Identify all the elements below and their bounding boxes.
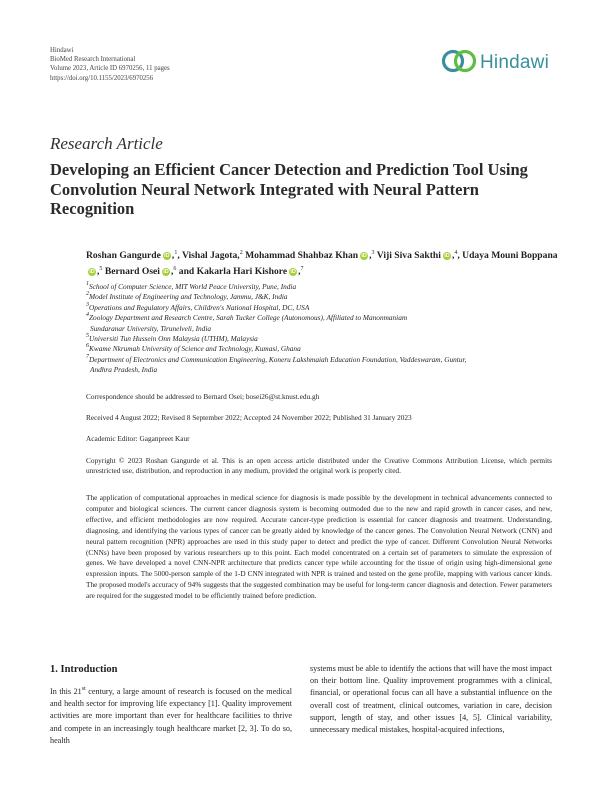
author-comma: , (170, 265, 174, 277)
author-comma: , (369, 250, 372, 261)
journal-volume: Volume 2023, Article ID 6970256, 11 pages (50, 65, 170, 73)
author-comma: , (237, 250, 240, 261)
author-name: Viji Siva Sakthi (376, 250, 441, 261)
affiliation-number: 6 (86, 343, 89, 350)
intro-column-right: systems must be able to identify the actions that will have the most impact on their bottom line. Quality improvement programmes with a clinical, financial, or operational focus can all have a substantial influence on the overall cost of treatment, clinical outcomes, variation in care, decision support, length of stay, and other issues [4, 5]. Clinical variability, unnecessary medical mistakes, hospital-acquired infections, (310, 664, 552, 735)
affiliation-list (86, 282, 560, 376)
author-name: Kakarla Hari Kishore (196, 265, 288, 277)
copyright-notice: Copyright © 2023 Roshan Gangurde et al. This is an open access article distributed under the Creative Commons Attribution License, which permits unrestricted use, distribution, and reproduction in any medium, provided the original work is properly cited. (86, 456, 552, 476)
publication-dates: Received 4 August 2022; Revised 8 September 2022; Accepted 24 November 2022; Published 31 January 2023 (86, 413, 412, 422)
author-affiliation-number: 5 (99, 265, 103, 272)
affiliation-item (86, 282, 560, 292)
hindawi-logo (440, 46, 550, 82)
affiliation-number: 3 (86, 301, 89, 308)
intro-text-post: century, a large amount of research is focused on the medical and health sector for improving life expectancy [1]. Quality improvement activities are more important than ever for healthcare facilities to thrive and compete in an increasingly tough healthcare market [2, 3]. To do so, health (50, 687, 292, 745)
affiliation-number: 7 (86, 353, 89, 360)
affiliation-item (86, 344, 560, 354)
affiliation-item (86, 292, 560, 302)
orcid-icon[interactable]: iD (290, 268, 296, 275)
affiliation-text: Department of Electronics and Communication Engineering, Koneru Lakshmaiah Education Foundation, Vaddeswaram, Guntur, (89, 354, 467, 364)
article-type: Research Article (50, 134, 163, 153)
section-heading-introduction: 1. Introduction (50, 664, 118, 675)
affiliation-item (86, 355, 560, 365)
affiliation-number: 2 (86, 291, 89, 298)
correspondence: Correspondence should be addressed to Bernard Osei; bosei26@st.knust.edu.gh (86, 392, 320, 401)
paper-title: Developing an Efficient Cancer Detection and Prediction Tool Using Convolution Neural Network Integrated with Neural Pattern Recognition (50, 160, 528, 218)
author-name: Roshan Gangurde (86, 250, 161, 261)
intro-text-pre: In this 21 (50, 687, 82, 696)
author-name: Udaya Mouni Boppana (462, 250, 558, 261)
author-separator: and (176, 265, 197, 277)
hindawi-logo-text: Hindawi (480, 52, 549, 73)
orcid-icon[interactable]: iD (163, 268, 169, 275)
affiliation-item (86, 303, 560, 313)
author-affiliation-number: 1 (174, 250, 178, 256)
affiliation-number: 4 (86, 312, 89, 319)
author-affiliation-number: 3 (371, 250, 375, 256)
affiliation-number: 1 (86, 281, 89, 287)
hindawi-rings-icon (440, 46, 480, 78)
affiliation-item (86, 334, 560, 344)
intro-column-left (50, 686, 292, 747)
author-separator: , (177, 250, 182, 261)
author-name: Mohammad Shahbaz Khan (245, 250, 359, 261)
author-affiliation-number: 6 (173, 265, 177, 272)
journal-name: BioMed Research International (50, 56, 136, 64)
affiliation-continuation: Sundaranar University, Tirunelveli, India (90, 323, 212, 333)
author-comma: , (451, 250, 455, 261)
affiliation-item (86, 313, 560, 323)
abstract: The application of computational approaches in medical science for diagnosis is made possible by the development in technical advancements connected to computer and biological sciences. The current cancer diagnosis system is becoming outmoded due to the new and rapid growth in cancer cases, and new, effective, and efficient methodologies are now required. Accurate cancer-type prediction is essential for cancer diagnosis and treatment. Understanding, diagnosing, and identifying the various types of cancer can be greatly aided by knowledge of the cancer genes. The Convolution Neural Network (CNN) and neural pattern recognition (NPR) approaches are used in this study paper to detect and predict the type of cancer. Different Convolution Neural Networks (CNNs) have been proposed by various researchers up to this point. Each model concentrated on a certain set of parameters to simulate the expression of genes. We have developed a novel CNN-NPR architecture that predicts cancer type while accounting for the tissue of origin using high-dimensional gene expression inputs. The 5000-person sample of the 1-D CNN integrated with NPR is trained and tested on the gene profile, mapping with various cancer kinds. The proposed model's accuracy of 94% suggests that the suggested combination may be useful for long-term cancer diagnosis and detection. Fewer parameters are required for the suggested model to be efficiently trained before prediction. (86, 493, 552, 601)
affiliation-text: Operations and Regulatory Affairs, Children's National Hospital, DC, USA (89, 302, 310, 312)
orcid-icon[interactable]: iD (361, 253, 367, 259)
author-list (86, 248, 560, 279)
orcid-icon[interactable]: iD (164, 253, 170, 259)
orcid-icon[interactable]: iD (444, 253, 450, 259)
author-comma: , (97, 265, 100, 277)
orcid-icon[interactable]: iD (89, 268, 95, 275)
affiliation-text: Zoology Department and Research Centre, Sarah Tucker College (Autonomous), Affiliated to Manonmaniam (89, 313, 408, 323)
author-affiliation-number: 2 (239, 250, 243, 256)
author-affiliation-number: 4 (454, 250, 458, 256)
journal-publisher: Hindawi (50, 47, 74, 54)
affiliation-text: Model Institute of Engineering and Technology, Jammu, J&K, India (89, 292, 288, 302)
affiliation-continuation: Andhra Pradesh, India (90, 365, 158, 375)
author-separator: , (457, 250, 463, 261)
affiliation-text: Kwame Nkrumah University of Science and Technology, Kumasi, Ghana (89, 344, 301, 354)
author-affiliation-number: 7 (300, 265, 304, 272)
author-name: Vishal Jagota (181, 250, 238, 261)
author-name: Bernard Osei (104, 265, 160, 277)
journal-doi[interactable]: https://doi.org/10.1155/2023/6970256 (50, 74, 154, 82)
affiliation-text: School of Computer Science, MIT World Peace University, Pune, India (89, 282, 297, 291)
author-comma: , (171, 250, 175, 261)
affiliation-number: 5 (86, 333, 89, 340)
academic-editor: Academic Editor: Gaganpreet Kaur (86, 434, 190, 443)
author-comma: , (298, 265, 301, 277)
affiliation-text: Universiti Tun Hussein Onn Malaysia (UTHM), Malaysia (89, 334, 258, 344)
ordinal-suffix: st (81, 686, 86, 692)
journal-info (50, 46, 170, 83)
